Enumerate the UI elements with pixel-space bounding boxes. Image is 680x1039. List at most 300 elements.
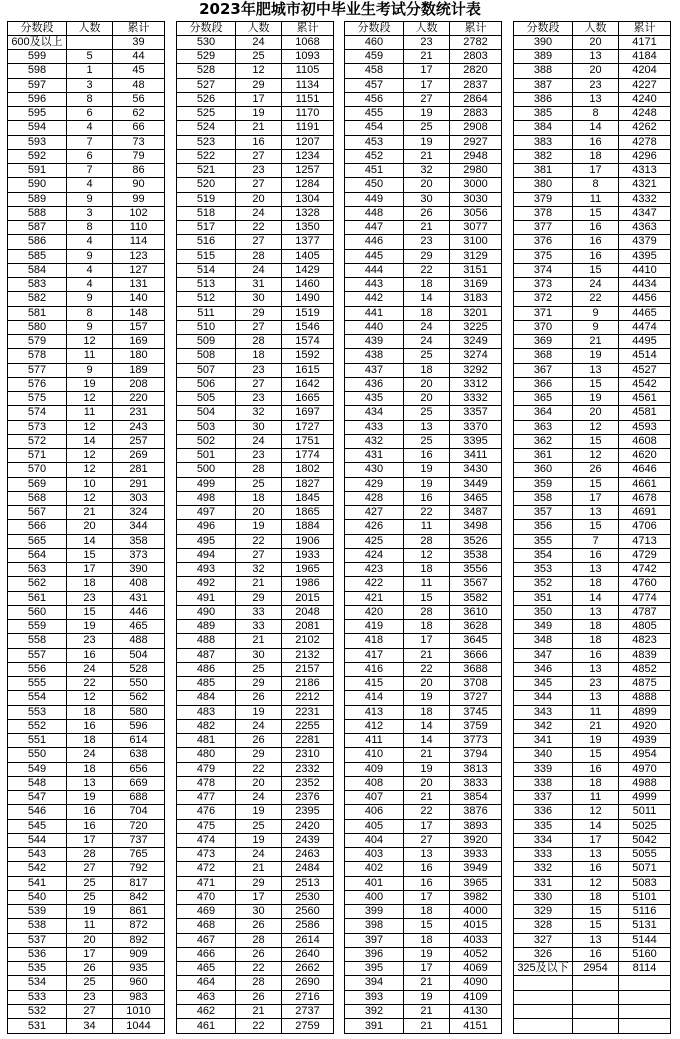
count-cell: 25 [404,349,450,363]
score-range-cell: 339 [514,762,573,776]
count-cell: 20 [67,933,113,947]
table-row [514,35,671,49]
table-row [177,705,334,719]
score-range-cell: 427 [345,506,404,520]
score-range-cell: 544 [8,833,67,847]
table-row [177,919,334,933]
count-cell: 26 [236,947,282,961]
cumulative-cell: 3312 [450,377,502,391]
table-row [514,605,671,619]
cumulative-cell: 1802 [282,463,334,477]
cumulative-cell: 1490 [282,292,334,306]
table-row [177,990,334,1004]
count-cell: 14 [404,719,450,733]
count-cell: 16 [404,876,450,890]
table-row [514,491,671,505]
cumulative-cell: 5042 [619,833,671,847]
count-cell: 23 [67,634,113,648]
score-range-cell: 432 [345,434,404,448]
count-cell: 27 [67,1004,113,1018]
count-cell: 22 [236,962,282,976]
score-range-cell: 547 [8,791,67,805]
table-row [177,463,334,477]
count-cell: 13 [573,933,619,947]
cumulative-cell: 3169 [450,278,502,292]
header-cumulative: 累计 [282,22,334,36]
table-row [8,406,165,420]
cumulative-cell: 720 [113,819,165,833]
cumulative-cell: 3370 [450,420,502,434]
cumulative-cell: 2420 [282,819,334,833]
score-range-cell: 554 [8,691,67,705]
table-row [8,64,165,78]
score-range-cell: 598 [8,64,67,78]
score-range-cell: 546 [8,805,67,819]
score-range-cell: 582 [8,292,67,306]
cumulative-cell: 3745 [450,705,502,719]
cumulative-cell: 4456 [619,292,671,306]
cumulative-cell: 3077 [450,221,502,235]
score-range-cell: 351 [514,591,573,605]
count-cell: 22 [67,677,113,691]
score-range-cell: 559 [8,620,67,634]
score-range-cell: 365 [514,392,573,406]
score-range-cell: 491 [177,591,236,605]
table-row [8,306,165,320]
count-cell: 9 [67,363,113,377]
count-cell: 21 [236,634,282,648]
score-range-cell: 431 [345,449,404,463]
table-row [514,534,671,548]
table-row [177,50,334,64]
count-cell: 19 [404,463,450,477]
table-row [514,848,671,862]
score-range-cell: 403 [345,848,404,862]
table-row [514,292,671,306]
table-row [8,563,165,577]
count-cell: 18 [573,577,619,591]
cumulative-cell: 4262 [619,121,671,135]
table-row [8,534,165,548]
count-cell: 5 [67,50,113,64]
score-range-cell: 581 [8,306,67,320]
count-cell: 15 [573,919,619,933]
count-cell: 14 [404,734,450,748]
header-score-range: 分数段 [345,22,404,36]
count-cell: 24 [67,748,113,762]
count-cell: 16 [67,648,113,662]
score-range-cell: 508 [177,349,236,363]
cumulative-cell: 4474 [619,320,671,334]
score-range-cell: 576 [8,377,67,391]
cumulative-cell: 3129 [450,249,502,263]
table-row [8,791,165,805]
cumulative-cell: 4052 [450,947,502,961]
score-range-cell: 441 [345,306,404,320]
count-cell: 26 [573,463,619,477]
table-row [514,434,671,448]
count-cell: 20 [236,192,282,206]
score-range-cell: 467 [177,933,236,947]
count-cell: 7 [67,164,113,178]
cumulative-cell: 2864 [450,92,502,106]
score-range-cell: 600及以上 [8,35,67,49]
cumulative-cell: 2132 [282,648,334,662]
cumulative-cell: 4608 [619,434,671,448]
table-row [177,677,334,691]
count-cell: 20 [404,178,450,192]
score-range-cell: 357 [514,506,573,520]
cumulative-cell: 1093 [282,50,334,64]
table-row [8,577,165,591]
table-row [177,862,334,876]
score-range-cell: 535 [8,962,67,976]
cumulative-cell: 4999 [619,791,671,805]
count-cell: 16 [573,947,619,961]
table-row [345,449,502,463]
count-cell: 14 [67,534,113,548]
count-cell: 20 [67,520,113,534]
cumulative-cell: 1727 [282,420,334,434]
score-range-cell: 434 [345,406,404,420]
table-row [177,306,334,320]
count-cell: 18 [236,349,282,363]
cumulative-cell: 4240 [619,92,671,106]
cumulative-cell: 892 [113,933,165,947]
cumulative-cell: 817 [113,876,165,890]
count-cell: 14 [404,292,450,306]
cumulative-cell: 3773 [450,734,502,748]
count-cell: 18 [236,491,282,505]
cumulative-cell: 4742 [619,563,671,577]
score-range-cell: 390 [514,35,573,49]
table-row [177,35,334,49]
cumulative-cell: 1044 [113,1019,165,1034]
cumulative-cell: 4227 [619,78,671,92]
count-cell: 16 [573,235,619,249]
score-range-cell: 460 [345,35,404,49]
cumulative-cell: 4988 [619,776,671,790]
table-row [345,235,502,249]
cumulative-cell: 4465 [619,306,671,320]
cumulative-cell: 5131 [619,919,671,933]
cumulative-cell: 291 [113,477,165,491]
count-cell: 33 [236,605,282,619]
score-range-cell: 483 [177,705,236,719]
score-range-cell: 343 [514,705,573,719]
cumulative-cell: 1207 [282,135,334,149]
count-cell: 12 [67,463,113,477]
count-cell [573,990,619,1004]
score-range-cell: 455 [345,107,404,121]
count-cell: 24 [236,263,282,277]
table-row [345,92,502,106]
count-cell: 11 [67,406,113,420]
table-row [345,349,502,363]
score-range-cell: 346 [514,662,573,676]
cumulative-cell: 1405 [282,249,334,263]
cumulative-cell: 1010 [113,1004,165,1018]
score-range-cell: 409 [345,762,404,776]
score-range-cell: 583 [8,278,67,292]
cumulative-cell: 3498 [450,520,502,534]
cumulative-cell: 4296 [619,149,671,163]
count-cell: 32 [404,164,450,178]
count-cell: 13 [573,605,619,619]
table-row [514,121,671,135]
cumulative-cell: 4939 [619,734,671,748]
cumulative-cell: 4495 [619,335,671,349]
count-cell: 14 [573,121,619,135]
score-range-cell: 519 [177,192,236,206]
count-cell: 22 [404,662,450,676]
cumulative-cell: 127 [113,263,165,277]
count-cell: 18 [404,278,450,292]
count-cell: 15 [573,905,619,919]
cumulative-cell: 180 [113,349,165,363]
score-range-cell: 509 [177,335,236,349]
count-cell: 16 [573,548,619,562]
header-cumulative: 累计 [619,22,671,36]
table-row [514,776,671,790]
table-row [8,392,165,406]
count-cell: 19 [404,691,450,705]
score-range-cell: 557 [8,648,67,662]
table-row [514,149,671,163]
table-row [514,320,671,334]
table-row [8,278,165,292]
count-cell: 15 [573,477,619,491]
page-title: 2023年肥城市初中毕业生考试分数统计表 [199,0,481,18]
score-range-cell: 445 [345,249,404,263]
table-row [514,221,671,235]
cumulative-cell: 2463 [282,848,334,862]
count-cell: 25 [67,890,113,904]
count-cell: 24 [67,662,113,676]
count-cell: 16 [404,449,450,463]
cumulative-cell: 1845 [282,491,334,505]
score-range-cell: 340 [514,748,573,762]
cumulative-cell: 4646 [619,463,671,477]
table-row [8,235,165,249]
table-row [177,420,334,434]
cumulative-cell: 4875 [619,677,671,691]
cumulative-cell: 3449 [450,477,502,491]
score-range-cell: 587 [8,221,67,235]
score-range-cell: 511 [177,306,236,320]
count-cell: 24 [404,335,450,349]
table-row [8,591,165,605]
table-row [345,335,502,349]
cumulative-cell: 4852 [619,662,671,676]
score-range-cell: 588 [8,206,67,220]
table-row [177,164,334,178]
score-range-cell: 341 [514,734,573,748]
count-cell: 24 [236,791,282,805]
table-row [177,520,334,534]
count-cell: 28 [236,249,282,263]
score-range-cell: 578 [8,349,67,363]
cumulative-cell: 5144 [619,933,671,947]
table-row [514,506,671,520]
cumulative-cell: 66 [113,121,165,135]
table-row [177,107,334,121]
cumulative-cell: 2439 [282,833,334,847]
cumulative-cell: 2820 [450,64,502,78]
cumulative-cell: 2716 [282,990,334,1004]
cumulative-cell: 4760 [619,577,671,591]
count-cell: 27 [236,320,282,334]
count-cell: 21 [404,1019,450,1034]
cumulative-cell: 4033 [450,933,502,947]
cumulative-cell: 1642 [282,377,334,391]
table-row [8,620,165,634]
cumulative-cell: 4839 [619,648,671,662]
score-range-cell: 533 [8,990,67,1004]
count-cell: 19 [67,377,113,391]
count-cell: 22 [236,221,282,235]
count-cell: 15 [573,748,619,762]
score-range-cell: 464 [177,976,236,990]
table-row [345,819,502,833]
table-row [177,263,334,277]
score-range-cell: 516 [177,235,236,249]
cumulative-cell: 2310 [282,748,334,762]
table-row [8,662,165,676]
count-cell: 13 [404,420,450,434]
table-row [8,719,165,733]
cumulative-cell: 4954 [619,748,671,762]
score-range-cell: 596 [8,92,67,106]
score-range-cell [514,1019,573,1034]
table-row [345,776,502,790]
score-range-cell: 558 [8,634,67,648]
table-row [345,577,502,591]
count-cell: 11 [67,349,113,363]
score-range-cell: 527 [177,78,236,92]
table-row [8,776,165,790]
table-row [177,563,334,577]
cumulative-cell: 1592 [282,349,334,363]
table-row [345,534,502,548]
score-range-cell: 396 [345,947,404,961]
count-cell: 19 [236,805,282,819]
count-cell: 9 [573,320,619,334]
count-cell: 16 [404,491,450,505]
count-cell: 17 [404,890,450,904]
table-row [8,762,165,776]
table-row [345,50,502,64]
score-range-cell: 332 [514,862,573,876]
count-cell: 13 [573,506,619,520]
cumulative-cell: 4678 [619,491,671,505]
table-row [345,292,502,306]
cumulative-cell: 2157 [282,662,334,676]
count-cell: 19 [67,905,113,919]
cumulative-cell: 73 [113,135,165,149]
count-cell: 13 [404,848,450,862]
cumulative-cell: 872 [113,919,165,933]
count-cell: 17 [67,833,113,847]
cumulative-cell: 2980 [450,164,502,178]
table-row [514,648,671,662]
score-range-cell: 331 [514,876,573,890]
score-range-cell: 486 [177,662,236,676]
table-row [177,962,334,976]
table-row [514,662,671,676]
table-row [514,107,671,121]
table-row [514,449,671,463]
table-row [514,634,671,648]
score-range-cell: 358 [514,491,573,505]
score-range-cell: 542 [8,862,67,876]
score-range-cell: 371 [514,306,573,320]
table-row [177,1004,334,1018]
score-range-cell: 480 [177,748,236,762]
score-range-cell: 522 [177,149,236,163]
table-row [345,278,502,292]
score-range-cell [514,976,573,990]
cumulative-cell: 1068 [282,35,334,49]
cumulative-cell: 45 [113,64,165,78]
table-row [177,947,334,961]
score-range-cell: 443 [345,278,404,292]
score-range-cell: 446 [345,235,404,249]
table-row [8,691,165,705]
cumulative-cell: 3556 [450,563,502,577]
table-row [345,164,502,178]
table-row [177,235,334,249]
cumulative-cell: 3395 [450,434,502,448]
count-cell: 18 [573,634,619,648]
cumulative-cell: 3813 [450,762,502,776]
table-row [345,107,502,121]
count-cell: 15 [67,548,113,562]
cumulative-cell: 3430 [450,463,502,477]
score-range-cell: 453 [345,135,404,149]
cumulative-cell: 1697 [282,406,334,420]
table-row [514,833,671,847]
table-row [514,719,671,733]
table-row [514,363,671,377]
cumulative-cell: 4090 [450,976,502,990]
score-range-cell: 590 [8,178,67,192]
count-cell: 21 [404,648,450,662]
cumulative-cell: 324 [113,506,165,520]
score-range-cell: 342 [514,719,573,733]
count-cell: 27 [404,833,450,847]
score-range-cell: 416 [345,662,404,676]
score-range-cell: 360 [514,463,573,477]
count-cell: 24 [236,719,282,733]
score-range-cell: 521 [177,164,236,178]
cumulative-cell: 792 [113,862,165,876]
score-range-cell: 495 [177,534,236,548]
table-row [177,192,334,206]
score-range-cell: 367 [514,363,573,377]
count-cell: 19 [404,477,450,491]
score-range-cell: 493 [177,563,236,577]
score-range-cell: 454 [345,121,404,135]
table-row [514,976,671,990]
table-row [514,235,671,249]
count-cell: 12 [573,805,619,819]
table-row [514,990,671,1004]
count-cell: 22 [573,292,619,306]
count-cell: 9 [67,292,113,306]
cumulative-cell: 4920 [619,719,671,733]
score-range-cell: 442 [345,292,404,306]
